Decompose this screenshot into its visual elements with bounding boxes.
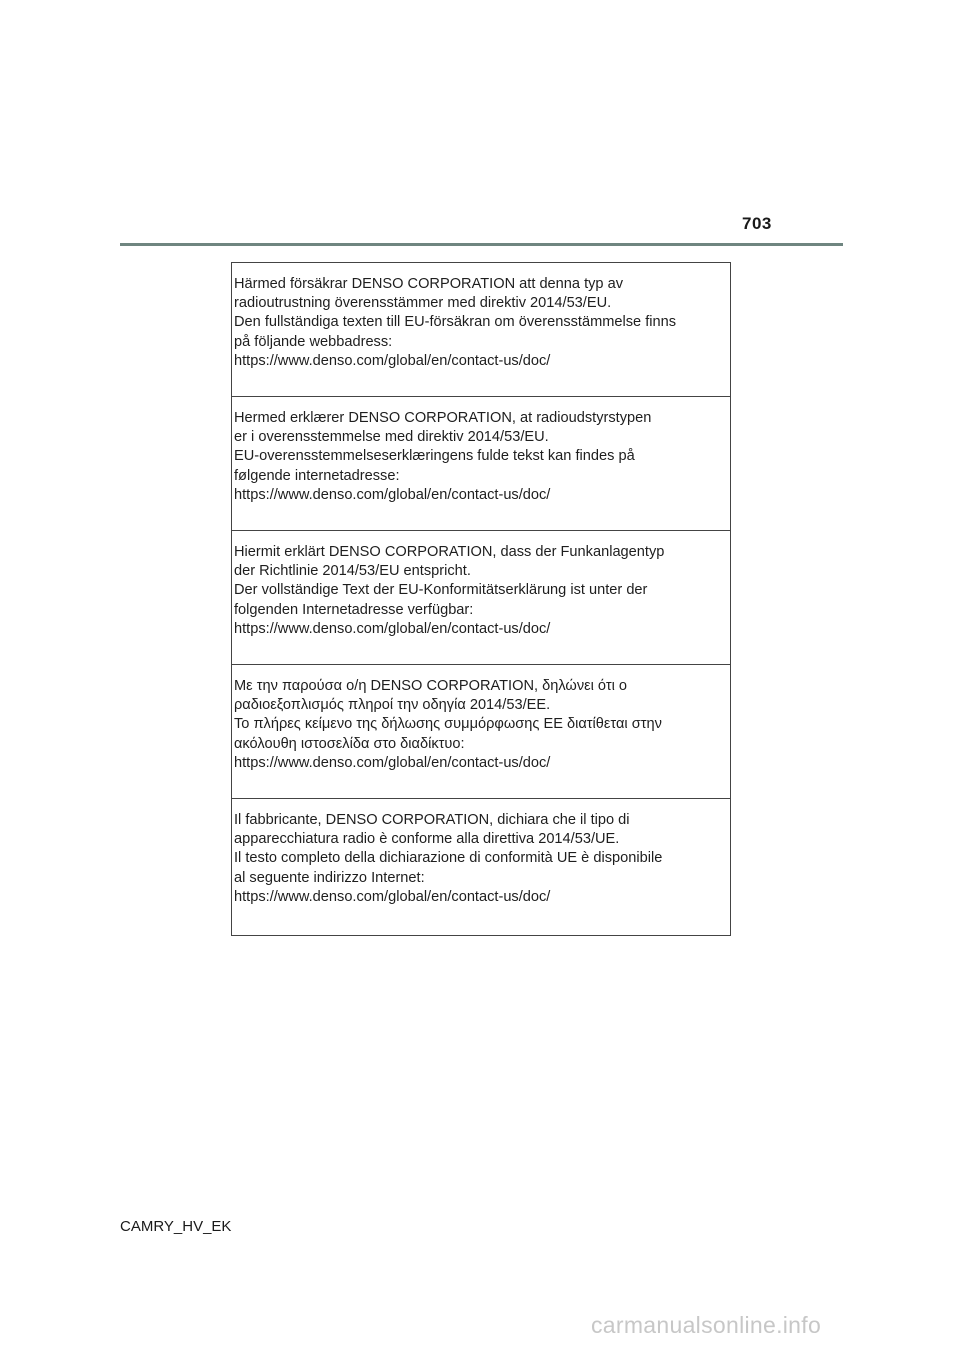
- header-rule: [120, 243, 843, 246]
- declaration-line: Το πλήρες κείμενο της δήλωσης συμμόρφωσης ΕΕ διατίθεται στην: [234, 716, 662, 733]
- declaration-block-danish: [232, 397, 730, 531]
- declaration-line: der Richtlinie 2014/53/EU entspricht.: [234, 563, 471, 580]
- declaration-line: Il fabbricante, DENSO CORPORATION, dichiara che il tipo di: [234, 812, 630, 828]
- declaration-line: Der vollständige Text der EU-Konformitätserklärung ist unter der: [234, 582, 648, 599]
- declaration-line: på följande webbadress:: [234, 333, 393, 350]
- declaration-block-german: [232, 531, 730, 665]
- watermark-text: carmanualsonline.info: [591, 1312, 822, 1338]
- declaration-line: Hiermit erklärt DENSO CORPORATION, dass der Funkanlagentyp: [234, 544, 665, 560]
- footer-document-code: CAMRY_HV_EK: [120, 1218, 232, 1235]
- declaration-line: Härmed försäkrar DENSO CORPORATION att denna typ av: [234, 276, 624, 292]
- declaration-line: al seguente indirizzo Internet:: [234, 869, 425, 886]
- declaration-url: https://www.denso.com/global/en/contact-us/doc/: [234, 352, 551, 369]
- declaration-line: Il testo completo della dichiarazione di conformità UE è disponibile: [234, 850, 663, 867]
- declaration-url: https://www.denso.com/global/en/contact-us/doc/: [234, 754, 551, 771]
- declaration-line: Με την παρούσα ο/η DENSO CORPORATION, δηλώνει ότι ο: [234, 678, 628, 694]
- declaration-line: er i overensstemmelse med direktiv 2014/53/EU.: [234, 429, 549, 446]
- page-number: 703: [742, 214, 772, 233]
- declaration-block-italian: [232, 799, 730, 935]
- declaration-line: følgende internetadresse:: [234, 467, 400, 484]
- declaration-line: EU-overensstemmelseserklæringens fulde tekst kan findes på: [234, 448, 635, 465]
- declaration-line: Hermed erklærer DENSO CORPORATION, at radioudstyrstypen: [234, 410, 652, 426]
- declaration-url: https://www.denso.com/global/en/contact-us/doc/: [234, 620, 551, 637]
- declaration-line: apparecchiatura radio è conforme alla direttiva 2014/53/UE.: [234, 831, 620, 848]
- declaration-line: ραδιοεξοπλισμός πληροί την οδηγία 2014/53/ΕΕ.: [234, 697, 551, 714]
- declaration-url: https://www.denso.com/global/en/contact-us/doc/: [234, 888, 551, 905]
- declaration-url: https://www.denso.com/global/en/contact-us/doc/: [234, 486, 551, 503]
- declaration-line: Den fullständiga texten till EU-försäkran om överensstämmelse finns: [234, 314, 677, 331]
- declaration-block-swedish: [232, 263, 730, 397]
- declaration-table: [231, 262, 731, 936]
- declaration-block-greek: [232, 665, 730, 799]
- declaration-line: ακόλουθη ιστοσελίδα στο διαδίκτυο:: [234, 735, 465, 752]
- declaration-line: radioutrustning överensstämmer med direktiv 2014/53/EU.: [234, 295, 612, 312]
- declaration-line: folgenden Internetadresse verfügbar:: [234, 601, 474, 618]
